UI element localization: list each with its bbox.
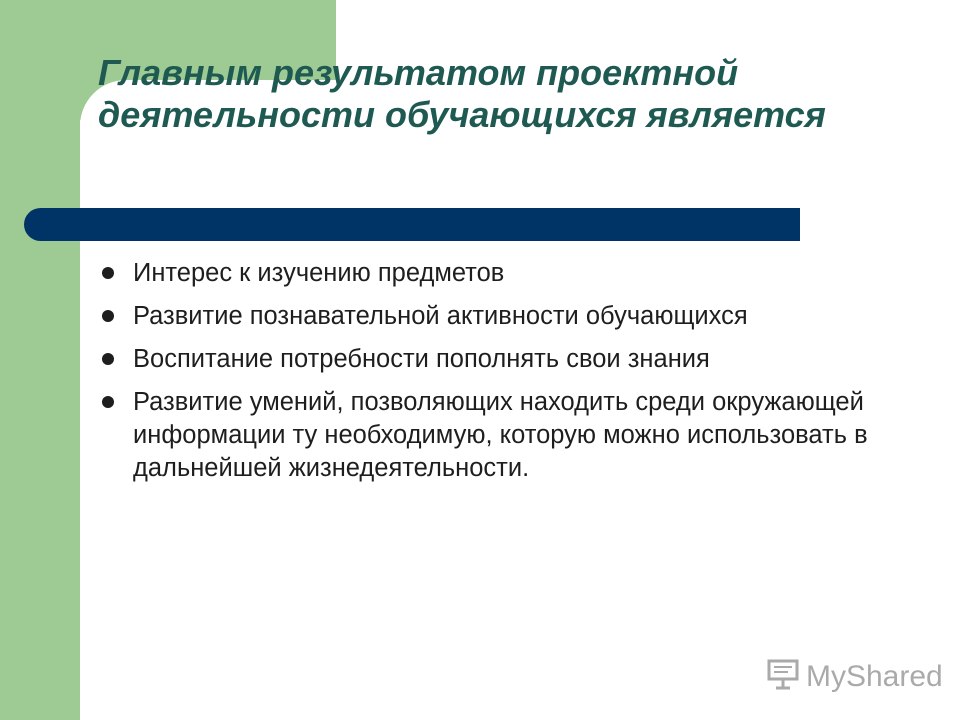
presentation-board-icon bbox=[766, 657, 800, 696]
bullet-dot-icon bbox=[102, 310, 114, 322]
bullet-text: Воспитание потребности пополнять свои знания bbox=[133, 345, 710, 373]
bullet-text: Интерес к изучению предметов bbox=[133, 259, 505, 287]
bullet-dot-icon bbox=[102, 396, 114, 408]
left-green-stripe bbox=[0, 0, 80, 720]
title-underline-bar bbox=[24, 208, 800, 241]
bullet-item bbox=[100, 300, 900, 333]
watermark-text: MyShared bbox=[806, 659, 943, 693]
bullet-item bbox=[100, 257, 900, 290]
myshared-watermark bbox=[766, 657, 943, 696]
bullet-item bbox=[100, 386, 900, 485]
bullet-text: Развитие умений, позволяющих находить среди окружающей информации ту необходимую, которую можно использовать в дальнейшей жизнедеятельности. bbox=[133, 388, 868, 482]
slide-title: Главным результатом проектной деятельности обучающихся является bbox=[98, 52, 826, 135]
bullet-list bbox=[100, 257, 900, 495]
bullet-item bbox=[100, 343, 900, 376]
bullet-text: Развитие познавательной активности обучающихся bbox=[133, 302, 748, 330]
bullet-dot-icon bbox=[102, 267, 114, 279]
bullet-dot-icon bbox=[102, 353, 114, 365]
